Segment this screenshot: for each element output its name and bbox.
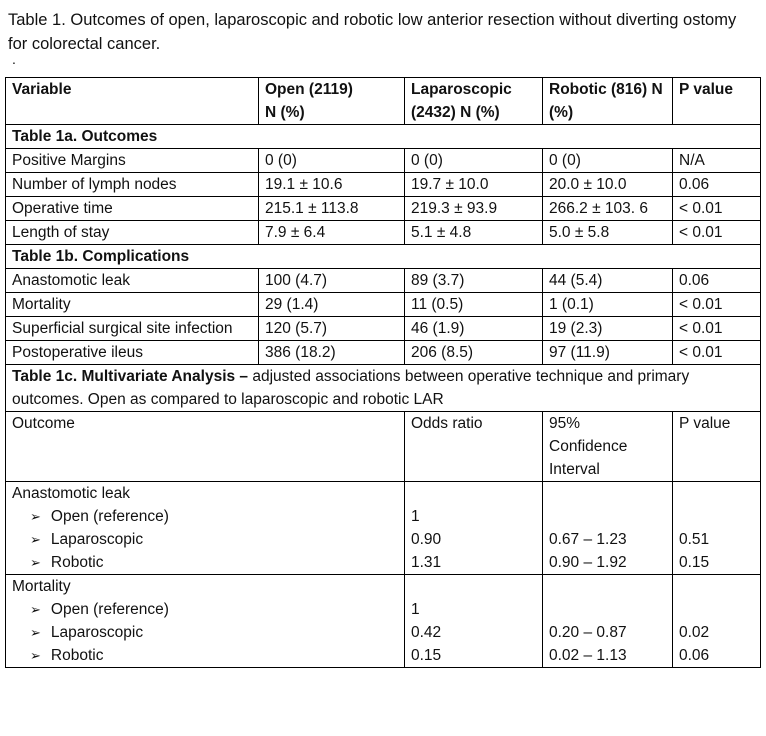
mv-header-row: [6, 412, 761, 482]
robotic-value: 20.0 ± 10.0: [543, 173, 673, 197]
header-robotic: Robotic (816) N (%): [543, 78, 673, 125]
table-row: [6, 149, 761, 173]
mv-row: [6, 621, 761, 644]
mv-row-label-text: Laparoscopic: [50, 624, 144, 641]
mv-row-label-text: Robotic: [50, 554, 104, 571]
mv-row-label-text: Open (reference): [50, 508, 169, 525]
row-label: Postoperative ileus: [6, 341, 259, 365]
mv-row: [6, 505, 761, 528]
open-value: 0 (0): [259, 149, 405, 173]
mv-header-odds-ratio: Odds ratio: [405, 412, 543, 482]
mv-row-label-text: Robotic: [50, 647, 104, 664]
mv-ci: 0.90 – 1.92: [543, 551, 673, 575]
section-b-row: [6, 245, 761, 269]
robotic-value: 97 (11.9): [543, 341, 673, 365]
mv-row: [6, 598, 761, 621]
laparoscopic-value: 0 (0): [405, 149, 543, 173]
p-value: < 0.01: [673, 197, 761, 221]
mv-row-label: [6, 644, 405, 668]
mv-odds-ratio: 0.42: [405, 621, 543, 644]
mv-group-row: [6, 482, 761, 506]
mv-p-value: 0.06: [673, 644, 761, 668]
row-label: Superficial surgical site infection: [6, 317, 259, 341]
arrow-bullet-icon: ➢: [30, 555, 41, 570]
table-caption: Table 1. Outcomes of open, laparoscopic and robotic low anterior resection without diverting ostomy for colorectal cancer.: [8, 11, 737, 53]
mv-odds-ratio: 1: [405, 598, 543, 621]
mv-ci: 0.02 – 1.13: [543, 644, 673, 668]
open-value: 19.1 ± 10.6: [259, 173, 405, 197]
mv-odds-ratio: 1: [405, 505, 543, 528]
mv-row-label: [6, 621, 405, 644]
mv-odds-ratio: 0.90: [405, 528, 543, 551]
p-value: < 0.01: [673, 221, 761, 245]
mv-ci: [543, 598, 673, 621]
table-row: [6, 173, 761, 197]
laparoscopic-value: 11 (0.5): [405, 293, 543, 317]
arrow-bullet-icon: ➢: [30, 532, 41, 547]
results-table: [5, 77, 761, 668]
mv-row-label: [6, 551, 405, 575]
open-value: 29 (1.4): [259, 293, 405, 317]
table-row: [6, 221, 761, 245]
header-laparoscopic: Laparoscopic (2432) N (%): [405, 78, 543, 125]
robotic-value: 1 (0.1): [543, 293, 673, 317]
row-label: Length of stay: [6, 221, 259, 245]
mv-row-label: [6, 505, 405, 528]
p-value: 0.06: [673, 173, 761, 197]
arrow-bullet-icon: ➢: [30, 509, 41, 524]
header-p-value: P value: [673, 78, 761, 125]
mv-ci: 0.67 – 1.23: [543, 528, 673, 551]
mv-header-p-value: P value: [673, 412, 761, 482]
mv-p-value: [673, 598, 761, 621]
header-row: [6, 78, 761, 125]
mv-ci: [543, 505, 673, 528]
mv-empty: [543, 482, 673, 506]
row-label: Mortality: [6, 293, 259, 317]
laparoscopic-value: 5.1 ± 4.8: [405, 221, 543, 245]
mv-group-name: Mortality: [6, 575, 405, 599]
mv-row-label-text: Laparoscopic: [50, 531, 144, 548]
open-value: 120 (5.7): [259, 317, 405, 341]
table-row: [6, 269, 761, 293]
section-c-title: [6, 365, 761, 412]
mv-odds-ratio: 1.31: [405, 551, 543, 575]
table-row: [6, 197, 761, 221]
mv-p-value: 0.15: [673, 551, 761, 575]
mv-row-label-text: Open (reference): [50, 601, 169, 618]
open-value: 215.1 ± 113.8: [259, 197, 405, 221]
mv-row-label: [6, 598, 405, 621]
p-value: 0.06: [673, 269, 761, 293]
open-value: 7.9 ± 6.4: [259, 221, 405, 245]
row-label: Anastomotic leak: [6, 269, 259, 293]
robotic-value: 5.0 ± 5.8: [543, 221, 673, 245]
row-label: Number of lymph nodes: [6, 173, 259, 197]
table-row: [6, 293, 761, 317]
mv-row: [6, 551, 761, 575]
open-value: 386 (18.2): [259, 341, 405, 365]
section-c-title-bold: Table 1c. Multivariate Analysis –: [12, 368, 249, 385]
mv-empty: [673, 482, 761, 506]
section-b-title: Table 1b. Complications: [6, 245, 761, 269]
header-variable: Variable: [6, 78, 259, 125]
mv-header-outcome: Outcome: [6, 412, 405, 482]
arrow-bullet-icon: ➢: [30, 625, 41, 640]
laparoscopic-value: 206 (8.5): [405, 341, 543, 365]
mv-header-ci: 95% Confidence Interval: [543, 412, 673, 482]
table-row: [6, 317, 761, 341]
mv-p-value: [673, 505, 761, 528]
mv-group-name: Anastomotic leak: [6, 482, 405, 506]
p-value: < 0.01: [673, 341, 761, 365]
mv-empty: [543, 575, 673, 599]
laparoscopic-value: 89 (3.7): [405, 269, 543, 293]
mv-group-row: [6, 575, 761, 599]
mv-empty: [405, 575, 543, 599]
robotic-value: 19 (2.3): [543, 317, 673, 341]
arrow-bullet-icon: ➢: [30, 648, 41, 663]
mv-p-value: 0.02: [673, 621, 761, 644]
table-row: [6, 341, 761, 365]
robotic-value: 0 (0): [543, 149, 673, 173]
section-c-row: [6, 365, 761, 412]
row-label: Operative time: [6, 197, 259, 221]
mv-row: [6, 528, 761, 551]
mv-odds-ratio: 0.15: [405, 644, 543, 668]
open-value: 100 (4.7): [259, 269, 405, 293]
mv-empty: [405, 482, 543, 506]
arrow-bullet-icon: ➢: [30, 602, 41, 617]
laparoscopic-value: 219.3 ± 93.9: [405, 197, 543, 221]
row-label: Positive Margins: [6, 149, 259, 173]
p-value: < 0.01: [673, 317, 761, 341]
p-value: N/A: [673, 149, 761, 173]
p-value: < 0.01: [673, 293, 761, 317]
stray-dot: .: [12, 51, 16, 67]
section-c-title-rest: adjusted associations between operative technique and primary outcomes. Open as compared to laparoscopic and robotic LAR: [12, 368, 690, 408]
mv-row-label: [6, 528, 405, 551]
section-a-title: Table 1a. Outcomes: [6, 125, 761, 149]
robotic-value: 266.2 ± 103. 6: [543, 197, 673, 221]
laparoscopic-value: 46 (1.9): [405, 317, 543, 341]
section-a-row: [6, 125, 761, 149]
mv-empty: [673, 575, 761, 599]
mv-row: [6, 644, 761, 668]
laparoscopic-value: 19.7 ± 10.0: [405, 173, 543, 197]
header-open: Open (2119) N (%): [259, 78, 405, 125]
mv-p-value: 0.51: [673, 528, 761, 551]
robotic-value: 44 (5.4): [543, 269, 673, 293]
mv-ci: 0.20 – 0.87: [543, 621, 673, 644]
